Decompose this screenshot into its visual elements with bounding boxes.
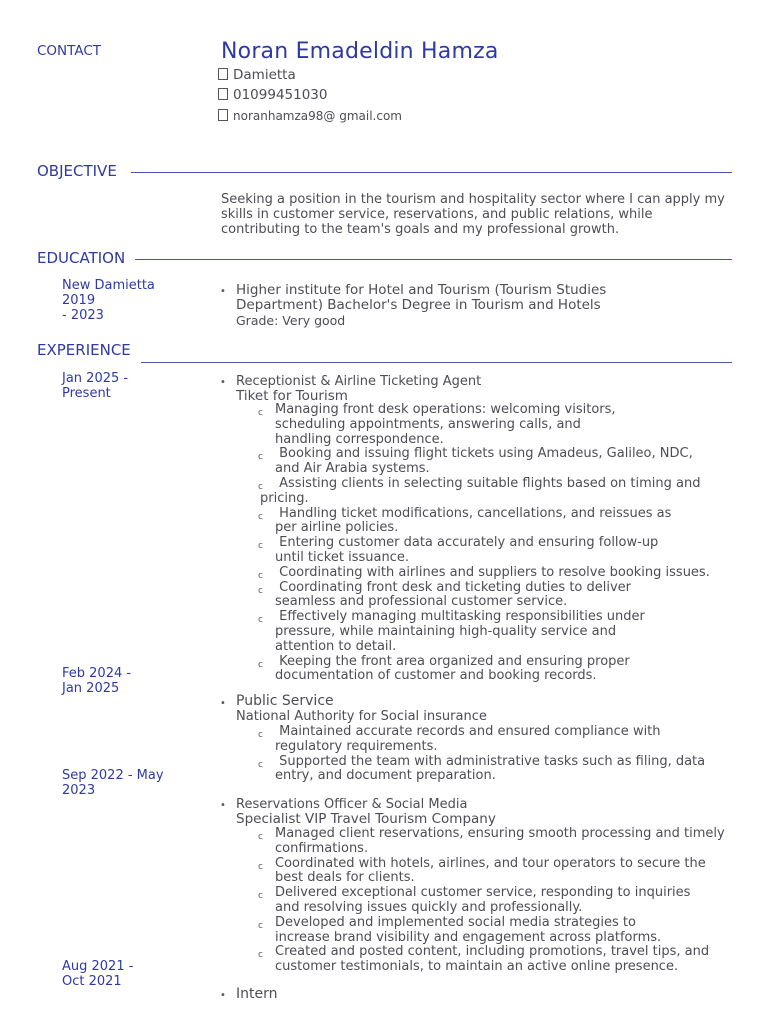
job-point bbox=[258, 505, 745, 537]
point-line: Managing front desk operations: welcoming visitors, bbox=[275, 402, 616, 417]
education-entry bbox=[236, 283, 736, 328]
job-point bbox=[258, 914, 745, 946]
point-line: and Air Arabia systems. bbox=[275, 461, 430, 477]
job-header bbox=[236, 797, 496, 827]
point-line: pricing. bbox=[260, 490, 309, 506]
point-line: Coordinating front desk and ticketing duties to deliver bbox=[275, 579, 632, 595]
sub-bullet-icon: c bbox=[258, 585, 263, 596]
objective-line: contributing to the team's goals and my professional growth. bbox=[221, 222, 620, 237]
date-line: 2019 bbox=[62, 293, 96, 308]
sub-bullet-icon: c bbox=[258, 615, 263, 626]
job-company: National Authority for Social insurance bbox=[236, 709, 487, 724]
section-education: EDUCATION bbox=[37, 249, 126, 267]
contact-phone bbox=[218, 87, 327, 103]
bullet-icon: • bbox=[220, 377, 226, 388]
point-line: Entering customer data accurately and ensuring follow-up bbox=[275, 535, 659, 551]
phone-icon bbox=[218, 88, 228, 100]
job-date bbox=[62, 768, 164, 798]
job-title: Reservations Officer & Social Media bbox=[236, 797, 468, 812]
sub-bullet-icon: c bbox=[258, 861, 263, 872]
bullet-icon: • bbox=[220, 286, 226, 297]
job-company: Tiket for Tourism bbox=[236, 388, 348, 404]
contact-city bbox=[218, 67, 296, 83]
education-date bbox=[62, 278, 155, 323]
date-line: Oct 2021 bbox=[62, 974, 122, 989]
job-point bbox=[258, 475, 745, 507]
job-title: Intern bbox=[236, 986, 278, 1002]
sub-bullet-icon: c bbox=[258, 730, 263, 740]
sub-bullet-icon: c bbox=[258, 452, 263, 463]
sub-bullet-icon: c bbox=[258, 408, 263, 418]
divider bbox=[141, 362, 732, 363]
bullet-icon: • bbox=[220, 800, 226, 811]
divider bbox=[131, 172, 732, 173]
date-line: Aug 2021 - bbox=[62, 959, 134, 974]
date-line: 2023 bbox=[62, 783, 96, 798]
section-experience: EXPERIENCE bbox=[37, 341, 131, 359]
sub-bullet-icon: c bbox=[258, 570, 263, 581]
contact-label: CONTACT bbox=[37, 43, 102, 59]
job-header bbox=[236, 374, 481, 404]
job-date bbox=[62, 371, 128, 401]
point-line: best deals for clients. bbox=[275, 870, 415, 886]
point-line: scheduling appointments, answering calls, and bbox=[275, 416, 581, 432]
job-point bbox=[258, 826, 745, 857]
point-line: Coordinating with airlines and suppliers to resolve booking issues. bbox=[275, 564, 710, 580]
job-title: Public Service bbox=[236, 693, 334, 709]
point-line: Developed and implemented social media strategies to bbox=[275, 914, 636, 930]
point-line: seamless and professional customer service. bbox=[275, 594, 568, 610]
contact-email bbox=[218, 109, 402, 123]
job-points bbox=[258, 724, 745, 784]
point-line: Booking and issuing flight tickets using Amadeus, Galileo, NDC, bbox=[275, 446, 693, 462]
sub-bullet-icon: c bbox=[258, 891, 263, 902]
job-points bbox=[258, 826, 745, 975]
location-icon bbox=[218, 68, 228, 80]
sub-bullet-icon: c bbox=[258, 950, 263, 961]
date-line: New Damietta bbox=[62, 278, 155, 293]
phone-text: 01099451030 bbox=[233, 87, 328, 103]
city-text: Damietta bbox=[233, 67, 296, 83]
point-line: Managed client reservations, ensuring smooth processing and timely bbox=[275, 826, 725, 841]
job-point bbox=[258, 564, 745, 581]
point-line: Created and posted content, including promotions, travel tips, and bbox=[275, 944, 710, 960]
date-line: Jan 2025 bbox=[62, 681, 120, 696]
point-line: customer testimonials, to maintain an active online presence. bbox=[275, 959, 679, 975]
point-line: entry, and document preparation. bbox=[275, 768, 496, 784]
objective-line: Seeking a position in the tourism and hospitality sector where I can apply my bbox=[221, 192, 725, 207]
date-line: Jan 2025 - bbox=[62, 371, 129, 386]
date-line: Present bbox=[62, 386, 111, 401]
objective-line: skills in customer service, reservations, and public relations, while bbox=[221, 207, 653, 222]
point-line: documentation of customer and booking records. bbox=[275, 668, 597, 684]
point-line: Effectively managing multitasking responsibilities under bbox=[275, 609, 645, 625]
job-points bbox=[258, 402, 745, 684]
sub-bullet-icon: c bbox=[258, 511, 263, 522]
date-line: Sep 2022 - May bbox=[62, 768, 164, 783]
sub-bullet-icon: c bbox=[258, 659, 263, 670]
point-line: Handling ticket modifications, cancellations, and reissues as bbox=[275, 505, 672, 521]
education-grade: Grade: Very good bbox=[236, 313, 346, 328]
job-date bbox=[62, 666, 131, 696]
job-point bbox=[258, 855, 745, 887]
date-line: Feb 2024 - bbox=[62, 666, 132, 681]
point-line: Maintained accurate records and ensured compliance with bbox=[275, 724, 661, 739]
job-point bbox=[258, 446, 745, 477]
sub-bullet-icon: c bbox=[258, 541, 263, 552]
sub-bullet-icon: c bbox=[258, 759, 263, 770]
email-icon bbox=[218, 109, 228, 121]
point-line: Coordinated with hotels, airlines, and tour operators to secure the bbox=[275, 855, 706, 871]
point-line: regulatory requirements. bbox=[275, 738, 438, 754]
point-line: Assisting clients in selecting suitable flights based on timing and bbox=[275, 475, 701, 491]
job-point bbox=[258, 885, 745, 916]
job-point bbox=[258, 402, 745, 447]
job-title: Receptionist & Airline Ticketing Agent bbox=[236, 374, 482, 389]
point-line: Keeping the front area organized and ensuring proper bbox=[275, 653, 630, 669]
point-line: until ticket issuance. bbox=[275, 549, 409, 565]
point-line: handling correspondence. bbox=[275, 431, 444, 447]
job-point bbox=[258, 535, 745, 566]
bullet-icon: • bbox=[220, 990, 226, 1001]
section-objective: OBJECTIVE bbox=[37, 162, 117, 180]
date-line: - 2023 bbox=[62, 308, 104, 323]
job-header bbox=[236, 694, 487, 724]
point-line: confirmations. bbox=[275, 840, 369, 856]
job-point bbox=[258, 609, 745, 654]
point-line: per airline policies. bbox=[275, 520, 399, 536]
point-line: and resolving issues quickly and professionally. bbox=[275, 899, 583, 915]
candidate-name: Noran Emadeldin Hamza bbox=[221, 39, 499, 64]
sub-bullet-icon: c bbox=[258, 481, 263, 492]
job-point bbox=[258, 944, 745, 975]
job-point bbox=[258, 753, 745, 785]
sub-bullet-icon: c bbox=[258, 832, 263, 842]
point-line: increase brand visibility and engagement across platforms. bbox=[275, 929, 662, 945]
job-point bbox=[258, 579, 745, 611]
objective-text bbox=[221, 192, 746, 237]
divider bbox=[135, 259, 732, 260]
job-point bbox=[258, 653, 745, 685]
job-company: Specialist VIP Travel Tourism Company bbox=[236, 811, 496, 827]
point-line: Supported the team with administrative tasks such as filing, data bbox=[275, 753, 706, 769]
point-line: pressure, while maintaining high-quality service and bbox=[275, 623, 617, 639]
sub-bullet-icon: c bbox=[258, 920, 263, 931]
education-line: Department) Bachelor's Degree in Tourism and Hotels bbox=[236, 297, 601, 313]
point-line: attention to detail. bbox=[275, 638, 397, 654]
email-text: noranhamza98@ gmail.com bbox=[233, 109, 402, 123]
education-line: Higher institute for Hotel and Tourism (Tourism Studies bbox=[236, 282, 607, 298]
job-point bbox=[258, 724, 745, 755]
bullet-icon: • bbox=[220, 698, 226, 709]
job-date bbox=[62, 959, 133, 989]
point-line: Delivered exceptional customer service, responding to inquiries bbox=[275, 885, 691, 901]
